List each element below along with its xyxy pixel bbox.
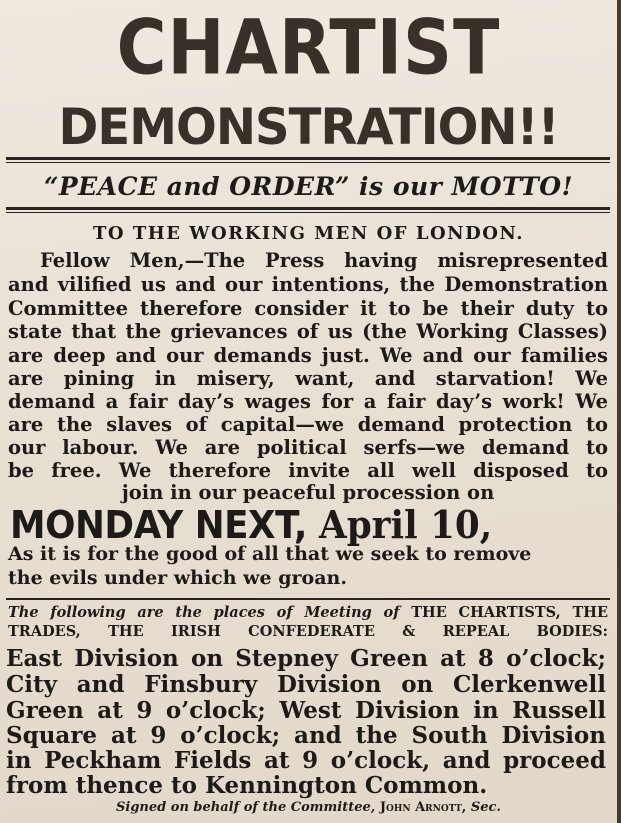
places-intro-line bbox=[8, 606, 608, 621]
poster-subtitle: DEMONSTRATION!! bbox=[58, 98, 559, 156]
frame-edge bbox=[617, 0, 621, 823]
motto-rule-thin bbox=[6, 212, 610, 213]
meeting-line: City and Finsbury Division on Clerkenwell bbox=[6, 671, 606, 698]
procession-date bbox=[10, 502, 574, 547]
places-rule bbox=[6, 598, 610, 600]
signer-title: Sec. bbox=[470, 800, 501, 815]
signed-text: Signed on behalf of the Committee, bbox=[116, 800, 376, 815]
monday-date: April 10, bbox=[318, 502, 493, 547]
meeting-line: Green at 9 o’clock; West Division in Russell bbox=[6, 697, 606, 724]
body-line: Fellow Men,—The Press having misrepresented bbox=[40, 249, 608, 272]
meeting-line: from thence to Kennington Common. bbox=[6, 772, 488, 799]
top-rule bbox=[6, 157, 610, 160]
body-line: join in our peaceful procession on bbox=[121, 481, 495, 504]
body-line: Committee therefore consider it to be their duty to bbox=[8, 297, 608, 320]
body-line: our labour. We are political serfs—we demand to bbox=[8, 436, 608, 459]
motto-rule bbox=[6, 207, 610, 210]
top-rule-thin bbox=[6, 162, 610, 163]
address-heading: TO THE WORKING MEN OF LONDON. bbox=[93, 223, 524, 244]
places-bodies: THE CHARTISTS, THE bbox=[411, 604, 608, 621]
body-line: are deep and our demands just. We and our families bbox=[8, 344, 608, 367]
body-line: are the slaves of capital—we demand protection to bbox=[8, 413, 608, 436]
reason-line: the evils under which we groan. bbox=[8, 567, 347, 589]
places-intro: The following are the places of Meeting of bbox=[8, 604, 400, 621]
body-line: are pining in misery, want, and starvation! We bbox=[8, 367, 608, 390]
poster-title: CHARTIST bbox=[116, 4, 501, 93]
meeting-line: East Division on Stepney Green at 8 o’clock; bbox=[6, 645, 606, 672]
body-line: and vilified us and our intentions, the Demonstration bbox=[8, 273, 608, 296]
body-line: be free. We therefore invite all well disposed to bbox=[8, 459, 608, 482]
body-line: demand a fair day’s wages for a fair day’s work! We bbox=[8, 390, 608, 413]
reason-line: As it is for the good of all that we seek to remove bbox=[8, 543, 532, 565]
body-line: state that the grievances of us (the Working Classes) bbox=[8, 320, 608, 343]
places-bodies-line: TRADES, THE IRISH CONFEDERATE & REPEAL BODIES: bbox=[8, 623, 608, 640]
signer-name: John Arnott, bbox=[379, 800, 467, 815]
motto: “PEACE and ORDER” is our MOTTO! bbox=[43, 172, 574, 201]
meeting-line: Square at 9 o’clock; and the South Division bbox=[6, 722, 606, 749]
monday-label: MONDAY NEXT, bbox=[10, 503, 308, 547]
meeting-line: in Peckham Fields at 9 o’clock, and proceed bbox=[6, 747, 606, 774]
signature-line bbox=[0, 800, 617, 815]
